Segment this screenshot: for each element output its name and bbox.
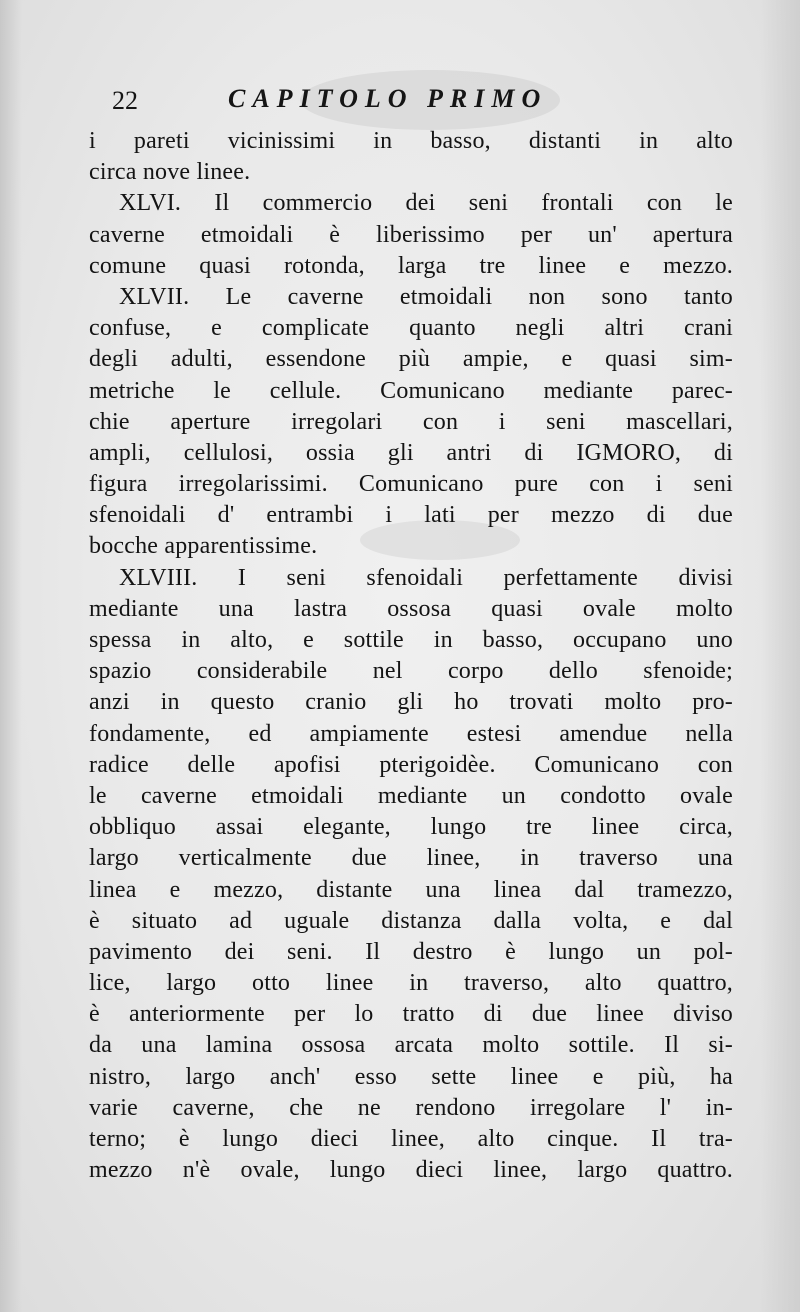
text-line: XLVI. Il commercio dei seni frontali con le: [119, 190, 733, 217]
text-line: anzi in questo cranio gli ho trovati molto pro-: [89, 689, 733, 716]
text-line: mezzo n'è ovale, lungo dieci linee, largo quattro.: [89, 1157, 733, 1184]
text-line: le caverne etmoidali mediante un condotto ovale: [89, 782, 733, 809]
text-line: spessa in alto, e sottile in basso, occupano uno: [89, 627, 733, 653]
text-line: sfenoidali d' entrambi i lati per mezzo di due: [89, 502, 733, 529]
page-header: [110, 84, 740, 118]
text-line: largo verticalmente due linee, in traverso una: [89, 845, 733, 872]
text-line: linea e mezzo, distante una linea dal tramezzo,: [89, 876, 733, 903]
text-line: nistro, largo anch' esso sette linee e più, ha: [89, 1063, 733, 1090]
text-line: XLVIII. I seni sfenoidali perfettamente divisi: [119, 564, 733, 591]
text-line: è situato ad uguale distanza dalla volta, e dal: [89, 907, 733, 934]
text-line: bocche apparentissime.: [89, 533, 318, 560]
text-line: degli adulti, essendone più ampie, e quasi sim-: [89, 346, 733, 373]
running-head: CAPITOLO PRIMO: [228, 84, 548, 113]
text-line: radice delle apofisi pterigoidèe. Comunicano con: [89, 751, 733, 778]
text-line: pavimento dei seni. Il destro è lungo un pol-: [89, 938, 733, 965]
body-text: [89, 126, 733, 1186]
text-line: i pareti vicinissimi in basso, distanti in alto: [89, 128, 733, 154]
text-line: XLVII. Le caverne etmoidali non sono tanto: [119, 283, 733, 310]
text-line: circa nove linee.: [89, 159, 251, 186]
page-edge-right: [760, 0, 800, 1312]
page-edge-left: [0, 0, 22, 1312]
text-line: comune quasi rotonda, larga tre linee e mezzo.: [89, 252, 733, 279]
text-line: mediante una lastra ossosa quasi ovale molto: [89, 595, 733, 622]
text-line: ampli, cellulosi, ossia gli antri di IGMORO, di: [89, 439, 733, 466]
text-line: terno; è lungo dieci linee, alto cinque. Il tra-: [89, 1126, 733, 1152]
text-line: chie aperture irregolari con i seni mascellari,: [89, 408, 733, 435]
text-line: figura irregolarissimi. Comunicano pure con i seni: [89, 471, 733, 498]
text-line: confuse, e complicate quanto negli altri crani: [89, 315, 733, 342]
text-line: obbliquo assai elegante, lungo tre linee circa,: [89, 814, 733, 841]
text-line: varie caverne, che ne rendono irregolare l' in-: [89, 1094, 733, 1121]
page-number: 22: [112, 86, 138, 115]
text-line: caverne etmoidali è liberissimo per un' apertura: [89, 221, 733, 248]
text-line: fondamente, ed ampiamente estesi amendue nella: [89, 720, 733, 747]
text-line: è anteriormente per lo tratto di due linee diviso: [89, 1001, 733, 1028]
text-line: da una lamina ossosa arcata molto sottile. Il si-: [89, 1032, 733, 1059]
text-line: metriche le cellule. Comunicano mediante parec-: [89, 377, 733, 404]
text-line: spazio considerabile nel corpo dello sfenoide;: [89, 658, 733, 685]
text-line: lice, largo otto linee in traverso, alto quattro,: [89, 970, 733, 997]
